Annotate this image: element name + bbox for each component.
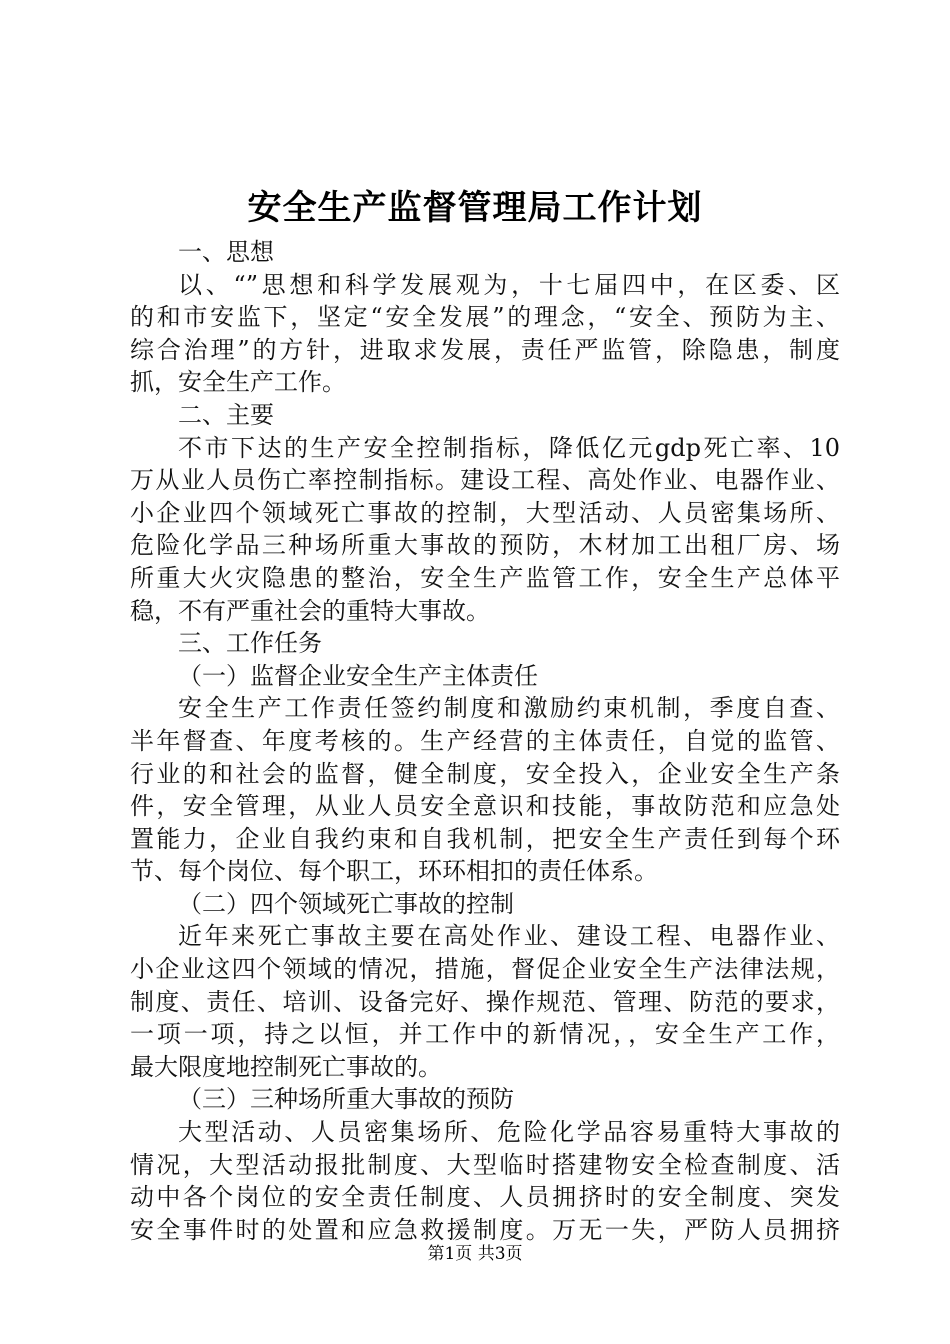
paragraph-line: 不市下达的生产安全控制指标，降低亿元gdp死亡率、10 <box>178 433 840 462</box>
subsection-heading: （三）三种场所重大事故的预防 <box>178 1085 514 1114</box>
paragraph-line: 安全生产工作责任签约制度和激励约束机制，季度自查、 <box>178 694 840 723</box>
paragraph-line: 万从业人员伤亡率控制指标。建设工程、高处作业、电器作业、 <box>130 466 840 495</box>
paragraph-line: 大型活动、人员密集场所、危险化学品容易重特大事故的 <box>178 1118 840 1147</box>
section-heading: 一、思想 <box>178 238 274 266</box>
document-title: 安全生产监督管理局工作计划 <box>247 188 703 228</box>
document-body <box>130 236 840 1246</box>
paragraph-line: 稳，不有严重社会的重特大事故。 <box>130 596 490 625</box>
section-heading: 二、主要 <box>178 400 274 429</box>
paragraph-line: 行业的和社会的监督，健全制度，安全投入，企业安全生产条 <box>130 759 840 788</box>
paragraph-line: 情况，大型活动报批制度、大型临时搭建物安全检查制度、活 <box>130 1150 840 1179</box>
paragraph-line: 的和市安监下，坚定“安全发展”的理念，“安全、预防为主、 <box>130 303 840 332</box>
paragraph-line: 半年督查、年度考核的。生产经营的主体责任，自觉的监管、 <box>130 726 840 755</box>
paragraph-line: 综合治理”的方针，进取求发展，责任严监管，除隐患，制度 <box>130 335 840 364</box>
paragraph-line: 小企业四个领域死亡事故的控制，大型活动、人员密集场所、 <box>130 498 840 527</box>
paragraph-line: 危险化学品三种场所重大事故的预防，木材加工出租厂房、场 <box>130 531 840 560</box>
paragraph-line: 节、每个岗位、每个职工，环环相扣的责任体系。 <box>130 857 658 886</box>
subsection-heading: （二）四个领域死亡事故的控制 <box>178 889 514 918</box>
paragraph-line: 最大限度地控制死亡事故的。 <box>130 1052 442 1081</box>
paragraph-line: 件，安全管理，从业人员安全意识和技能，事故防范和应急处 <box>130 792 840 821</box>
subsection-heading: （一）监督企业安全生产主体责任 <box>178 661 538 690</box>
paragraph-line: 动中各个岗位的安全责任制度、人员拥挤时的安全制度、突发 <box>130 1183 840 1212</box>
paragraph-line: 抓，安全生产工作。 <box>130 368 346 397</box>
section-heading: 三、工作任务 <box>178 629 322 658</box>
paragraph-line: 安全事件时的处置和应急救援制度。万无一失，严防人员拥挤 <box>130 1215 840 1244</box>
paragraph-line: 近年来死亡事故主要在高处作业、建设工程、电器作业、 <box>178 922 840 951</box>
page-footer: 第1页 共3页 <box>427 1244 523 1264</box>
paragraph-line: 置能力，企业自我约束和自我机制，把安全生产责任到每个环 <box>130 824 840 853</box>
paragraph-line: 小企业这四个领域的情况，措施，督促企业安全生产法律法规， <box>130 955 840 984</box>
paragraph-line: 以、“”思想和科学发展观为，十七届四中，在区委、区 <box>178 270 840 299</box>
paragraph-line: 所重大火灾隐患的整治，安全生产监管工作，安全生产总体平 <box>130 563 840 592</box>
paragraph-line: 制度、责任、培训、设备完好、操作规范、管理、防范的要求， <box>130 987 840 1016</box>
paragraph-line: 一项一项，持之以恒，并工作中的新情况，，安全生产工作， <box>130 1020 840 1049</box>
